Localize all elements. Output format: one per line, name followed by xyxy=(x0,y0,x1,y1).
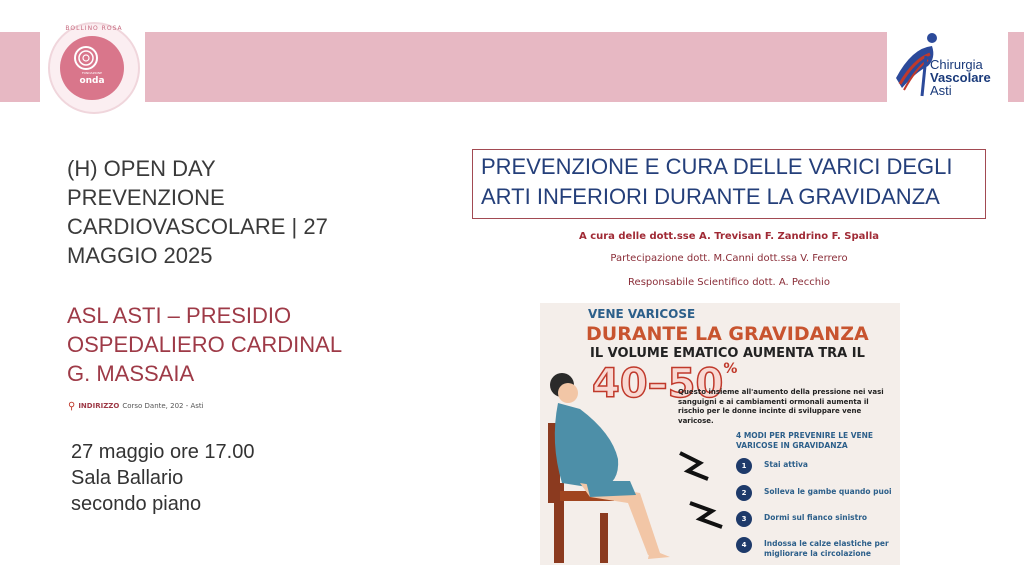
tip-text: Stai attiva xyxy=(764,460,808,469)
poster-heading-1: VENE VARICOSE xyxy=(588,307,696,321)
chirurgia-vascolare-logo xyxy=(888,26,1008,104)
logo-line-2: Vascolare xyxy=(930,70,991,85)
badge-brand-sub: FONDAZIONE xyxy=(81,71,103,75)
percent-value: 40–50 xyxy=(592,361,724,407)
badge-brand: onda xyxy=(79,76,105,86)
address-line xyxy=(68,400,204,411)
tip-text: Solleva le gambe quando puoi xyxy=(764,487,892,496)
tip-text: Dormi sul fianco sinistro xyxy=(764,513,868,522)
address-label: INDIRIZZO xyxy=(78,402,120,410)
venue-title-line: ASL ASTI – PRESIDIO xyxy=(67,303,292,328)
participants: Partecipazione dott. M.Canni dott.ssa V. Ferrero xyxy=(610,253,848,264)
onda-swirl-icon xyxy=(72,44,100,72)
tip-number: 1 xyxy=(736,458,752,474)
bollino-rosa-badge xyxy=(48,22,140,114)
poster-heading-2: DURANTE LA GRAVIDANZA xyxy=(586,323,869,345)
pink-band-right xyxy=(1008,32,1024,102)
scientific-lead: Responsabile Scientifico dott. A. Pecchio xyxy=(628,277,830,288)
venue-title-line: G. MASSAIA xyxy=(67,361,195,386)
event-title-line: CARDIOVASCOLARE | 27 xyxy=(67,214,328,239)
tips-title: 4 MODI PER PREVENIRE LE VENE VARICOSE IN GRAVIDANZA xyxy=(736,431,874,450)
event-time-place xyxy=(71,439,254,517)
talk-title-box xyxy=(472,149,986,219)
badge-inner-circle xyxy=(60,36,124,100)
when-line: 27 maggio ore 17.00 xyxy=(71,441,255,463)
venue-title-line: OSPEDALIERO CARDINAL xyxy=(67,332,343,357)
when-line: Sala Ballario xyxy=(71,467,184,489)
event-title-line: PREVENZIONE xyxy=(67,185,225,210)
pink-band-left xyxy=(0,32,40,102)
tip-number: 2 xyxy=(736,485,752,501)
tip-text: Indossa le calze elastiche per migliorare la circolazione xyxy=(764,539,889,558)
poster-description: Questo insieme all'aumento della pressione nei vasi sanguigni e ai cambiamenti ormonali aumenta il rischio per le donne incinte di sviluppare vene varicose. xyxy=(678,388,884,425)
varicose-infographic xyxy=(540,303,900,565)
venue-title xyxy=(67,301,367,388)
event-title-line: MAGGIO 2025 xyxy=(67,243,213,268)
percent-sign: % xyxy=(723,361,738,377)
tip-number: 3 xyxy=(736,511,752,527)
address-value: Corso Dante, 202 - Asti xyxy=(122,402,204,410)
event-title xyxy=(67,154,357,270)
event-title-line: (H) OPEN DAY xyxy=(67,156,216,181)
logo-line-3: Asti xyxy=(930,83,952,98)
pink-band-main xyxy=(145,32,887,102)
badge-top-text: BOLLINO ROSA xyxy=(65,25,123,32)
poster-heading-3: IL VOLUME EMATICO AUMENTA TRA IL xyxy=(590,346,865,361)
talk-title-line: ARTI INFERIORI DURANTE LA GRAVIDANZA xyxy=(481,184,940,209)
tip-number: 4 xyxy=(736,537,752,553)
logo-line-1: Chirurgia xyxy=(930,57,983,72)
when-line: secondo piano xyxy=(71,493,202,515)
location-pin-icon: ⚲ xyxy=(68,401,76,412)
talk-title-line: PREVENZIONE E CURA DELLE VARICI DEGLI xyxy=(481,154,953,179)
curated-by: A cura delle dott.sse A. Trevisan F. Zandrino F. Spalla xyxy=(578,231,880,242)
